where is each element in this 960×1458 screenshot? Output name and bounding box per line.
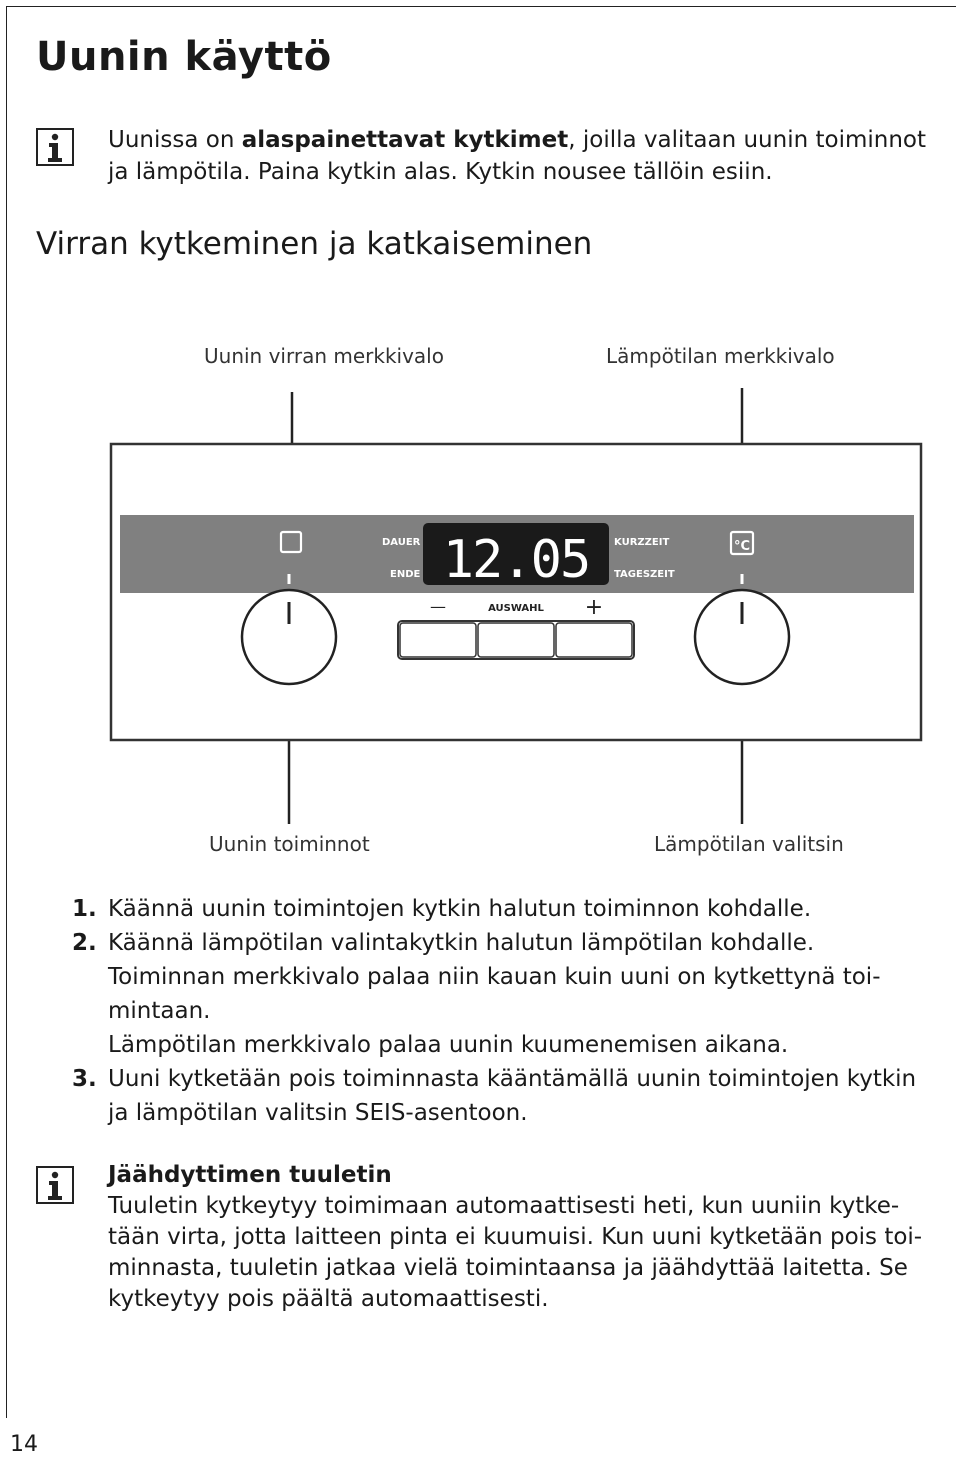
- intro-text-line2: ja lämpötila. Paina kytkin alas. Kytkin nousee tällöin esiin.: [108, 159, 773, 185]
- info-icon: [36, 1166, 74, 1204]
- list-item: [72, 1062, 932, 1130]
- display-time: 12.05: [442, 530, 590, 590]
- step3-line2: ja lämpötilan valitsin SEIS-asentoon.: [108, 1100, 528, 1126]
- auswahl-button[interactable]: [478, 623, 554, 657]
- label-temp-light: Lämpötilan merkkivalo: [606, 344, 835, 368]
- step3-line1: Uuni kytketään pois toiminnasta kääntämällä uunin toimintojen kytkin: [108, 1066, 917, 1092]
- cooler-info: [108, 1160, 928, 1315]
- intro-text-start: Uunissa on: [108, 127, 242, 153]
- step-note-1: [72, 960, 932, 1028]
- label-oven-functions: Uunin toiminnot: [209, 832, 370, 856]
- label-power-light: Uunin virran merkkivalo: [204, 344, 444, 368]
- intro-text-bold: alaspainettavat kytkimet: [241, 127, 569, 153]
- section-title: Virran kytkeminen ja katkaiseminen: [36, 226, 593, 262]
- note1-line2: mintaan.: [108, 998, 211, 1024]
- step-number: 3.: [72, 1066, 97, 1092]
- cooler-line4: kytkeytyy pois päältä automaattisesti.: [108, 1286, 549, 1312]
- cooler-line3: minnasta, tuuletin jatkaa vielä toimintaansa ja jäähdyttää laitetta. Se: [108, 1255, 908, 1281]
- intro-text-end: , joilla valitaan uunin toiminnot: [568, 127, 927, 153]
- note1-line1: Toiminnan merkkivalo palaa niin kauan kuin uuni on kytkettynä toi-: [108, 964, 881, 990]
- label-tageszeit: TAGESZEIT: [614, 569, 675, 580]
- label-auswahl: AUSWAHL: [488, 603, 544, 614]
- step-note-2: Lämpötilan merkkivalo palaa uunin kuumenemisen aikana.: [108, 1032, 789, 1058]
- minus-label: —: [430, 597, 446, 616]
- plus-button[interactable]: [556, 623, 632, 657]
- minus-button[interactable]: [400, 623, 476, 657]
- steps-list: [72, 892, 932, 1130]
- label-kurzzeit: KURZZEIT: [614, 537, 670, 548]
- page-title: Uunin käyttö: [36, 34, 332, 80]
- cooler-line2: tään virta, jotta laitteen pinta ei kuumuisi. Kun uuni kytketään pois toi-: [108, 1224, 923, 1250]
- plus-label: +: [584, 595, 604, 620]
- step-number: 2.: [72, 930, 97, 956]
- cooler-line1: Tuuletin kytkeytyy toimimaan automaattisesti heti, kun uuniin kytke-: [108, 1193, 900, 1219]
- cooler-title: Jäähdyttimen tuuletin: [108, 1162, 392, 1188]
- step-number: 1.: [72, 896, 97, 922]
- celsius-label: °C: [733, 539, 751, 554]
- label-ende: ENDE: [390, 569, 421, 580]
- page-number: 14: [10, 1432, 38, 1457]
- list-item: [72, 892, 932, 926]
- step-text: Käännä lämpötilan valintakytkin halutun lämpötilan kohdalle.: [108, 930, 815, 956]
- label-dauer: DAUER: [382, 537, 421, 548]
- label-temp-selector: Lämpötilan valitsin: [654, 832, 844, 856]
- step-text: Käännä uunin toimintojen kytkin halutun toiminnon kohdalle.: [108, 896, 812, 922]
- list-item: [72, 926, 932, 960]
